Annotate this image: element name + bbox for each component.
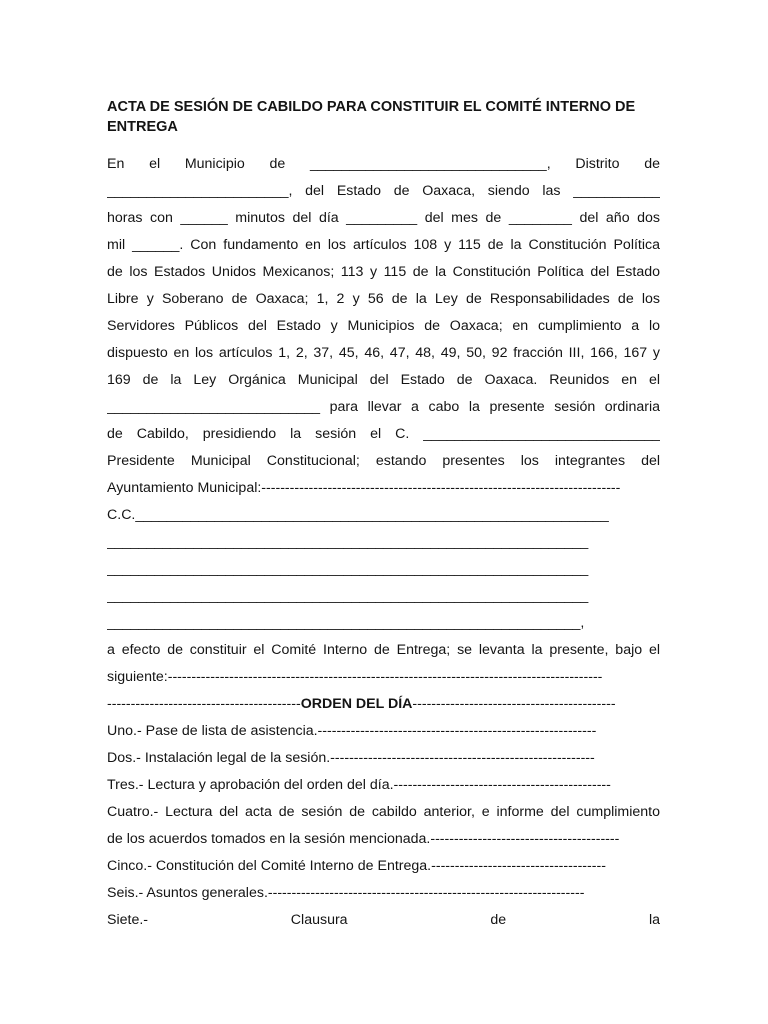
body-line: a efecto de constituir el Comité Interno de Entrega; se levanta la presente, bajo el [107,642,660,658]
blank-line: C.C.____________________________________________________________ [107,507,609,523]
body-line: ___________________________ para llevar a cabo la presente sesión ordinaria [107,399,660,415]
body-line: de los Estados Unidos Mexicanos; 113 y 115 de la Constitución Política del Estado [107,264,660,280]
body-line: Libre y Soberano de Oaxaca; 1, 2 y 56 de la Ley de Responsabilidades de los [107,291,660,307]
blank-line: _____________________________________________________________ [107,588,589,604]
agenda-item: Tres.- Lectura y aprobación del orden del día.---------------------------------------------- [107,777,611,793]
agenda-item: Cuatro.- Lectura del acta de sesión de cabildo anterior, e informe del cumplimiento [107,804,660,820]
document-body [107,151,660,934]
document-title: ACTA DE SESIÓN DE CABILDO PARA CONSTITUIR EL COMITÉ INTERNO DE ENTREGA [107,99,636,135]
agenda-item: Uno.- Pase de lista de asistencia.----------------------------------------------------------- [107,723,597,739]
orden-title: ORDEN DEL DÍA [300,696,413,712]
agenda-item: Siete.- Clausura de la [107,912,660,928]
blank-line: ____________________________________________________________, [107,615,585,631]
body-line: siguiente:-------------------------------------------------------------------------------------------- [107,669,603,685]
body-line: _______________________, del Estado de Oaxaca, siendo las ___________ [107,183,660,199]
orden-heading [107,691,660,718]
agenda-item: Cinco.- Constitución del Comité Interno de Entrega.------------------------------------- [107,858,606,874]
body-line: Servidores Públicos del Estado y Municipios de Oaxaca; en cumplimiento a lo [107,318,660,334]
agenda-item: Dos.- Instalación legal de la sesión.-------------------------------------------------------- [107,750,595,766]
body-line: dispuesto en los artículos 1, 2, 37, 45, 46, 47, 48, 49, 50, 92 fracción III, 166, 167 y [107,345,660,361]
body-line: Presidente Municipal Constitucional; estando presentes los integrantes del [107,453,660,469]
body-line: mil ______. Con fundamento en los artículos 108 y 115 de la Constitución Política [107,237,660,253]
agenda-item: Seis.- Asuntos generales.------------------------------------------------------------------- [107,885,585,901]
blank-line: _____________________________________________________________ [107,534,589,550]
body-line: 169 de la Ley Orgánica Municipal del Estado de Oaxaca. Reunidos en el [107,372,660,388]
body-line: de Cabildo, presidiendo la sesión el C. ______________________________ [107,426,660,442]
orden-dashes-left: ----------------------------------------- [107,696,301,712]
body-line: horas con ______ minutos del día _________ del mes de ________ del año dos [107,210,660,226]
orden-dashes-right: ------------------------------------------- [412,696,616,712]
body-line: Ayuntamiento Municipal:---------------------------------------------------------------------------- [107,480,621,496]
agenda-item: de los acuerdos tomados en la sesión mencionada.---------------------------------------- [107,831,620,847]
blank-line: _____________________________________________________________ [107,561,589,577]
body-line: En el Municipio de ______________________________, Distrito de [107,156,660,172]
